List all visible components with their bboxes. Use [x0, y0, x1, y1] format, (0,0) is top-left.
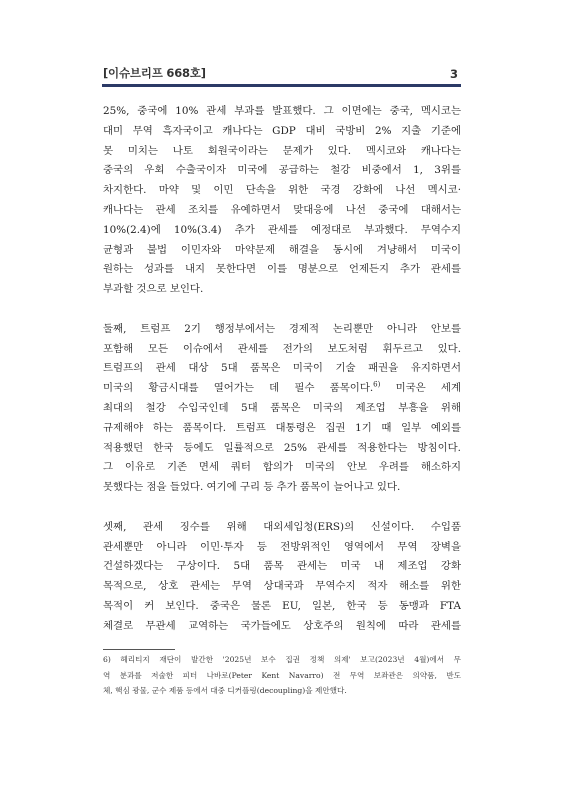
text-line: 중국의 우회 수출국이자 미국에 공급하는 철강 비중에서 1, 3위를	[103, 164, 461, 177]
text-line: 못했다는 점을 들었다. 여기에 구리 등 추가 품목이 늘어나고 있다.	[103, 481, 401, 494]
text-line: 건설하겠다는 구상이다. 5대 품목 관세는 미국 내 제조업 강화	[103, 560, 461, 573]
text-line: 못 미치는 나토 회원국이라는 문제가 있다. 멕시코와 캐나다는	[103, 144, 461, 157]
page-header	[103, 65, 460, 81]
text-line: 목적이 커 보인다. 중국은 물론 EU, 일본, 한국 등 동맹과 FTA	[103, 599, 461, 612]
text-line: 셋째, 관세 징수를 위해 대외세입청(ERS)의 신설이다. 수입품	[103, 520, 461, 533]
text-segment: 미국은 세계	[380, 382, 461, 395]
page-number: 3	[449, 67, 458, 81]
text-line: 캐나다는 관세 조치를 유예하면서 맞대응에 나선 중국에 대해서는	[103, 203, 461, 216]
text-line: 차지한다. 마약 및 이민 단속을 위한 국경 강화에 나선 멕시코·	[103, 184, 461, 197]
paragraph-2	[103, 320, 461, 498]
header-title: [이슈브리프 668호]	[103, 66, 206, 80]
text-line: 25%, 중국에 10% 관세 부과를 발표했다. 그 이면에는 중국, 멕시코는	[103, 105, 461, 117]
text-line: 원하는 성과를 내지 못한다면 이를 명분으로 언제든지 추가 관세를	[103, 263, 461, 276]
text-line: 체결로 무관세 교역하는 국가들에도 상호주의 원칙에 따라 관세를	[103, 619, 461, 632]
text-line: 그 이유로 기존 면세 쿼터 합의가 미국의 안보 우려를 해소하지	[103, 461, 461, 474]
footnote-line: 6) 헤리티지 재단이 발간한 '2025년 보수 집권 정책 의제' 보고(2023년 4월)에서 무	[103, 655, 461, 664]
text-line: 규제해야 하는 품목이다. 트럼프 대통령은 집권 1기 때 일부 예외를	[103, 421, 461, 434]
text-line: 트럼프의 관세 대상 5대 품목은 미국이 기술 패권을 유지하면서	[103, 362, 461, 375]
text-line: 10%(2.4)에 10%(3.4) 추가 관세를 예정대로 부과했다. 무역수지	[103, 223, 461, 236]
paragraph-1	[103, 102, 461, 300]
text-line: 대미 무역 흑자국이고 캐나다는 GDP 대비 국방비 2% 지출 기준에	[103, 124, 461, 137]
text-line: 목적으로, 상호 관세는 무역 상대국과 무역수지 적자 해소를 위한	[103, 580, 461, 593]
body-text	[103, 102, 461, 656]
footnote-line: 체, 핵심 광물, 군수 제품 등에서 대중 디커플링(decoupling)을 제안했다.	[103, 686, 347, 695]
footnote-reference[interactable]: 6)	[373, 380, 381, 389]
text-line: 관세뿐만 아니라 이민·투자 등 전방위적인 영역에서 무역 장벽을	[103, 540, 461, 553]
header-rule	[102, 84, 461, 87]
footnote	[103, 652, 461, 699]
paragraph-3	[103, 518, 461, 637]
text-line: 균형과 불법 이민자와 마약문제 해결을 동시에 겨냥해서 미국이	[103, 243, 461, 256]
footnote-line: 역 분과를 저술한 피터 나바로(Peter Kent Navarro) 전 무역 보좌관은 의약품, 반도	[103, 670, 461, 680]
text-line: 최대의 철강 수입국인데 5대 품목은 미국의 제조업 부흥을 위해	[103, 401, 461, 414]
text-line: 포함해 모든 이슈에서 관세를 전가의 보도처럼 휘두르고 있다.	[103, 342, 461, 355]
text-line: 부과할 것으로 보인다.	[103, 283, 204, 296]
text-line-with-footnote	[103, 379, 461, 399]
footnote-divider	[103, 649, 175, 650]
text-segment: 미국의 황금시대를 열어가는 데 필수 품목이다.	[103, 382, 374, 395]
text-line: 적용했던 한국 등에도 일률적으로 25% 관세를 적용한다는 방침이다.	[103, 441, 461, 454]
text-line: 둘째, 트럼프 2기 행정부에서는 경제적 논리뿐만 아니라 안보를	[103, 322, 461, 335]
